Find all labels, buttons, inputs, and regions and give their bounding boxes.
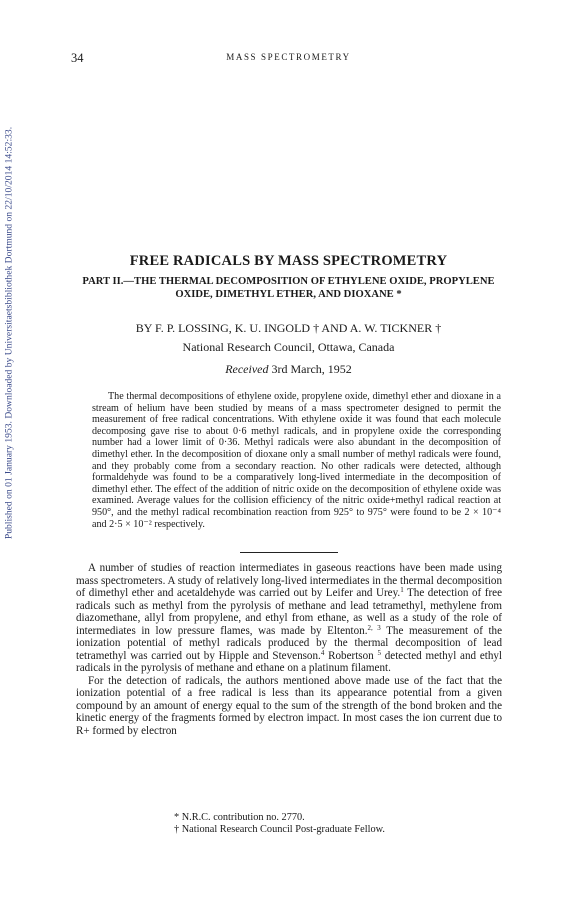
reference-4: 4	[320, 648, 325, 657]
body-p1-e: detected methyl and ethyl radicals in the pyrolysis of methane and ethane on a platinum filament.	[76, 649, 503, 674]
body-p1-d: Robertson	[324, 649, 378, 662]
abstract-text: The thermal decompositions of ethylene oxide, propylene oxide, dimethyl ether and dioxane in a stream of helium have been studied by means of a mass spectrometer designed to permit the measurement of free radical concentrations. With ethylene oxide it was found that each molecule decomposing gave rise to about 0·6 methyl radicals, and in propylene oxide the corresponding number had a lower limit of 0·36. Methyl radicals were also abundant in the decomposition of dimethyl ether. In the decomposition of dioxane only a small number of methyl radicals were found, and they probably come from a secondary reaction. No other radicals were detected, although formaldehyde was found to be a comparatively long-lived intermediate in the decomposition of dimethyl ether. The effect of the addition of nitric oxide on the decomposition of ethylene oxide was examined. Average values for the collision efficiency of the nitric oxide+methyl radical reaction at 950°, and the methyl radical recombination reaction from 925° to 975° were found to be 2 × 10⁻⁴ and 2·5 × 10⁻² respectively.	[92, 391, 501, 530]
article-subtitle: PART II.—THE THERMAL DECOMPOSITION OF ETHYLENE OXIDE, PROPYLENE OXIDE, DIMETHYL ETHER, AND DIOXANE *	[82, 276, 495, 300]
received-date: 3rd March, 1952	[271, 362, 352, 376]
affiliation: National Research Council, Ottawa, Canada	[182, 340, 395, 354]
authors-line: BY F. P. LOSSING, K. U. INGOLD † AND A. W. TICKNER †	[135, 321, 442, 335]
reference-1: 1	[400, 586, 404, 594]
footnote-contribution: * N.R.C. contribution no. 2770.	[174, 812, 305, 823]
side-provenance-text: Published on 01 January 1953. Downloaded by Universitaetsbibliothek Dortmund on 22/10/2014 14:52:33.	[3, 126, 15, 539]
body-p1-a: A number of studies of reaction intermediates in gaseous reactions have been made using mass spectrometers. A study of relatively long-lived intermediates in the thermal decomposition of dimethyl ether and acetaldehyde was carried out by Leifer and Urey.	[76, 562, 502, 599]
body-p1-b: The detection of free radicals such as methyl from the pyrolysis of methane and lead tetramethyl, methylene from diazomethane, allyl from propylene, and ethyl from ethane, as well as a study of the role of intermediates in low pressure flames, was made by Eltenton.	[76, 587, 502, 637]
page-number: 34	[71, 51, 84, 65]
body-text	[76, 562, 502, 737]
article-title: FREE RADICALS BY MASS SPECTROMETRY	[129, 253, 448, 269]
reference-2-3: 2, 3	[367, 623, 381, 632]
abstract	[92, 391, 501, 530]
footnote-fellow: † National Research Council Post-graduate Fellow.	[174, 824, 385, 835]
body-p1-c: The measurement of the ionization potential of methyl radicals produced by the thermal decomposition of lead tetramethyl was carried out by Hipple and Stevenson.	[76, 624, 502, 662]
body-paragraph-1	[76, 562, 502, 675]
running-head: MASS SPECTROMETRY	[226, 52, 351, 62]
reference-5: 5	[377, 648, 381, 657]
received-label: Received	[225, 362, 269, 376]
received-line	[0, 362, 577, 377]
section-divider	[240, 552, 338, 553]
footnotes	[174, 812, 385, 836]
body-paragraph-2: For the detection of radicals, the authors mentioned above made use of the fact that the ionization potential of a free radical is less than its appearance potential from a given compound by an amount of energy equal to the sum of the strength of the bond broken and the kinetic energy of the fragments formed by electron impact. In most cases the ion current due to R+ formed by electron	[76, 674, 502, 737]
